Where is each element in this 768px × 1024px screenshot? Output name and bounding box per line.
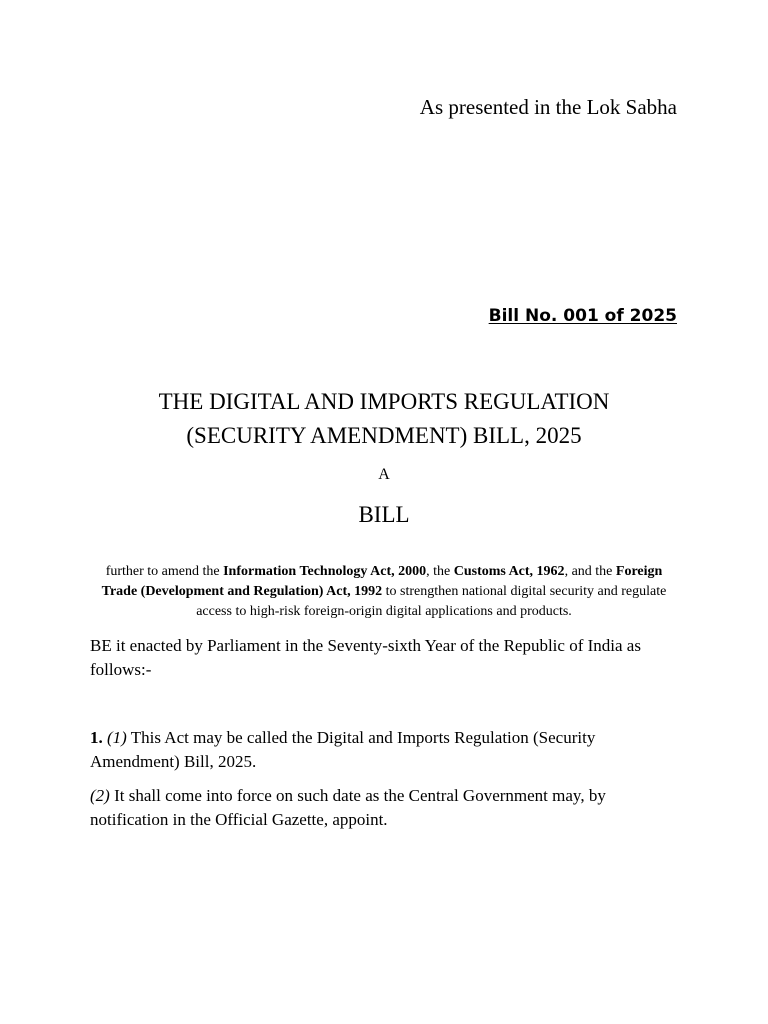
presented-in-lok-sabha: As presented in the Lok Sabha bbox=[419, 95, 677, 119]
long-title-part-3: , and the bbox=[564, 564, 616, 579]
subsection-1-text: This Act may be called the Digital and Imports Regulation (Security Amendment) Bill, 2025. bbox=[90, 728, 596, 771]
act-reference-it-act: Information Technology Act, 2000 bbox=[223, 564, 427, 579]
subsection-marker-1: (1) bbox=[107, 728, 127, 747]
act-reference-foreign-trade-act: Foreign Trade (Development and Regulation) Act, 1992 bbox=[101, 564, 663, 599]
section-1-subsection-1 bbox=[90, 726, 678, 774]
bill-title-line-1: THE DIGITAL AND IMPORTS REGULATION bbox=[158, 389, 610, 414]
bill-title bbox=[90, 385, 678, 453]
long-title bbox=[90, 562, 678, 622]
subsection-marker-2: (2) bbox=[90, 786, 110, 805]
article-a: A bbox=[378, 466, 390, 483]
section-number: 1. bbox=[90, 728, 103, 747]
long-title-part-1: further to amend the bbox=[105, 564, 224, 579]
bill-title-line-2: (SECURITY AMENDMENT) BILL, 2025 bbox=[186, 423, 582, 448]
bill-number: Bill No. 001 of 2025 bbox=[488, 306, 677, 326]
bill-heading: BILL bbox=[358, 502, 410, 527]
long-title-part-4: to strengthen national digital security and regulate access to high-risk foreign-origin digital applications and products. bbox=[196, 584, 667, 619]
act-reference-customs-act: Customs Act, 1962 bbox=[453, 564, 565, 579]
subsection-2-text: It shall come into force on such date as the Central Government may, by notification in the Official Gazette, appoint. bbox=[90, 786, 606, 829]
enacting-formula: BE it enacted by Parliament in the Seventy-sixth Year of the Republic of India as follows:- bbox=[90, 636, 641, 679]
section-1-subsection-2 bbox=[90, 784, 678, 832]
long-title-part-2: , the bbox=[426, 564, 454, 579]
